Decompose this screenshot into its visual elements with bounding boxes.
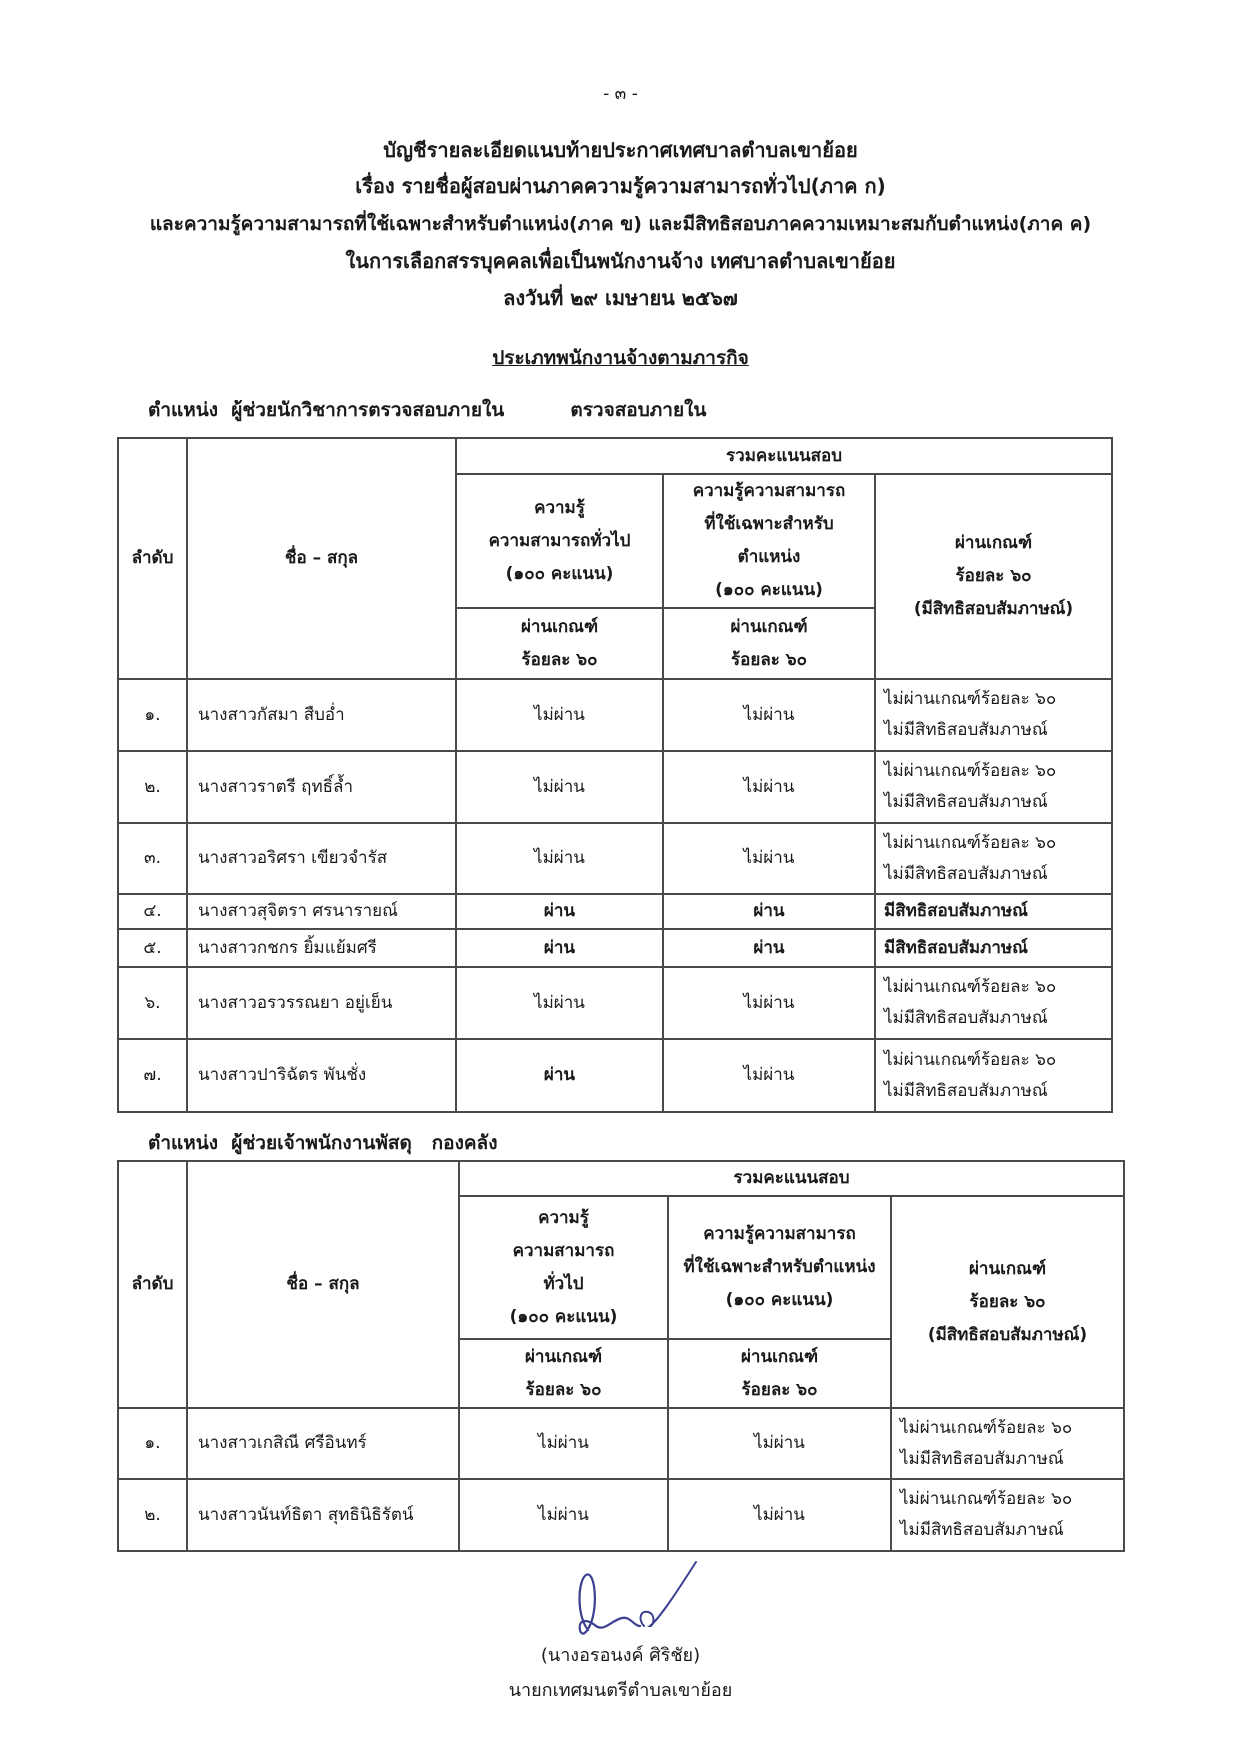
row-specific-result: ผ่าน [663, 894, 875, 929]
header-order: ลำดับ [118, 1161, 187, 1408]
header-score-group: รวมคะแนนสอบ [456, 438, 1112, 474]
header-text: (๑๐๐ คะแนน) [725, 1290, 834, 1310]
row-interview-eligibility [875, 679, 1112, 751]
row-specific-result: ไม่ผ่าน [663, 1039, 875, 1112]
header-text: ผ่านเกณฑ์ [968, 1258, 1047, 1279]
document-date-line: ลงวันที่ ๒๙ เมษายน ๒๕๖๗ [503, 286, 738, 310]
header-text: ความรู้ความสามารถ [703, 1224, 856, 1244]
document-title-line-4: ในการเลือกสรรบุคคลเพื่อเป็นพนักงานจ้าง เทศบาลตำบลเขาย้อย [345, 249, 896, 273]
row-interview-eligibility [875, 1039, 1112, 1112]
page-number: - ๓ - [603, 84, 638, 104]
eligibility-text: ไม่ผ่านเกณฑ์ร้อยละ ๖๐ [900, 1489, 1073, 1509]
table-row [118, 751, 1112, 823]
eligibility-text: ไม่ผ่านเกณฑ์ร้อยละ ๖๐ [884, 832, 1057, 853]
results-table-internal-audit [117, 437, 1113, 1113]
eligibility-text: ไม่ผ่านเกณฑ์ร้อยละ ๖๐ [884, 761, 1057, 781]
eligibility-text: ไม่มีสิทธิสอบสัมภาษณ์ [884, 720, 1048, 740]
row-order: ๔. [118, 894, 187, 929]
header-text: (๑๐๐ คะแนน) [715, 580, 823, 600]
position-heading-supplies: ตำแหน่ง ผู้ช่วยเจ้าพนักงานพัสดุ กองคลัง [148, 1132, 498, 1154]
row-interview-eligibility [875, 894, 1112, 929]
row-name: นางสาวปาริฉัตร พันชั่ง [187, 1039, 456, 1112]
header-text: ร้อยละ ๖๐ [521, 649, 598, 670]
row-order: ๑. [118, 679, 187, 751]
header-text: (๑๐๐ คะแนน) [509, 1306, 618, 1327]
table-row [118, 929, 1112, 967]
row-general-result: ไม่ผ่าน [456, 823, 663, 894]
row-interview-eligibility [875, 967, 1112, 1039]
results-table-supplies [117, 1160, 1125, 1552]
eligibility-text: มีสิทธิสอบสัมภาษณ์ [884, 937, 1028, 958]
row-specific-result: ไม่ผ่าน [663, 751, 875, 823]
table-row [118, 679, 1112, 751]
table-row [118, 823, 1112, 894]
header-text: ที่ใช้เฉพาะสำหรับ [704, 514, 834, 534]
row-name: นางสาวกชกร ยิ้มแย้มศรี [187, 929, 456, 967]
table-row [118, 1039, 1112, 1112]
header-specific-knowledge [663, 474, 875, 608]
eligibility-text: ไม่มีสิทธิสอบสัมภาษณ์ [884, 1080, 1048, 1101]
eligibility-text: ไม่ผ่านเกณฑ์ร้อยละ ๖๐ [884, 977, 1057, 997]
row-interview-eligibility [891, 1479, 1124, 1551]
header-specific-criteria [663, 608, 875, 679]
eligibility-text: ไม่มีสิทธิสอบสัมภาษณ์ [884, 1008, 1048, 1028]
header-text: ร้อยละ ๖๐ [731, 649, 807, 670]
row-specific-result: ไม่ผ่าน [668, 1408, 891, 1479]
table-body [118, 679, 1112, 1112]
table-row [118, 894, 1112, 929]
header-general-knowledge [456, 474, 663, 608]
employee-category-heading: ประเภทพนักงานจ้างตามภารกิจ [492, 347, 749, 369]
signatory-title: นายกเทศมนตรีตำบลเขาย้อย [508, 1680, 733, 1701]
row-order: ๕. [118, 929, 187, 967]
table-row [118, 1479, 1124, 1551]
table-row [118, 1408, 1124, 1479]
table-row [118, 967, 1112, 1039]
header-result [875, 474, 1112, 679]
document-title-line-1: บัญชีรายละเอียดแนบท้ายประกาศเทศบาลตำบลเขาย้อย [383, 138, 858, 162]
header-text: ความสามารถ [512, 1240, 615, 1261]
header-text: ทั่วไป [543, 1273, 584, 1294]
signature-mark [568, 1560, 708, 1645]
row-general-result: ไม่ผ่าน [459, 1479, 668, 1551]
header-general-criteria [456, 608, 663, 679]
row-interview-eligibility [875, 751, 1112, 823]
row-general-result: ผ่าน [456, 929, 663, 967]
header-text: ร้อยละ ๖๐ [741, 1379, 818, 1400]
header-score-group: รวมคะแนนสอบ [459, 1161, 1124, 1196]
header-text: ตำแหน่ง [737, 547, 801, 567]
eligibility-text: ไม่ผ่านเกณฑ์ร้อยละ ๖๐ [884, 1049, 1057, 1070]
header-text: ร้อยละ ๖๐ [969, 1291, 1046, 1312]
row-name: นางสาวอริศรา เขียวจำรัส [187, 823, 456, 894]
header-text: (๑๐๐ คะแนน) [505, 563, 614, 584]
header-order: ลำดับ [118, 438, 187, 679]
eligibility-text: ไม่มีสิทธิสอบสัมภาษณ์ [900, 1448, 1064, 1469]
row-general-result: ไม่ผ่าน [459, 1408, 668, 1479]
header-text: ความรู้ความสามารถ [692, 481, 846, 501]
row-general-result: ไม่ผ่าน [456, 679, 663, 751]
row-order: ๒. [118, 751, 187, 823]
row-order: ๒. [118, 1479, 187, 1551]
eligibility-text: ไม่ผ่านเกณฑ์ร้อยละ ๖๐ [884, 689, 1057, 709]
header-result [891, 1196, 1124, 1408]
signatory-name: (นางอรอนงค์ ศิริชัย) [540, 1645, 701, 1666]
header-text: ผ่านเกณฑ์ [740, 1346, 819, 1367]
header-text: ผ่านเกณฑ์ [520, 616, 599, 637]
header-text: ผ่านเกณฑ์ [730, 616, 808, 637]
row-specific-result: ไม่ผ่าน [663, 823, 875, 894]
header-general-criteria [459, 1339, 668, 1408]
row-general-result: ผ่าน [456, 1039, 663, 1112]
position-heading-internal-audit: ตำแหน่ง ผู้ช่วยนักวิชาการตรวจสอบภายใน ตรวจสอบภายใน [148, 399, 707, 421]
row-name: นางสาวราตรี ฤทธิ์ล้ำ [187, 751, 456, 823]
row-order: ๖. [118, 967, 187, 1039]
table-body [118, 1408, 1124, 1551]
row-name: นางสาวสุจิตรา ศรนารายณ์ [187, 894, 456, 929]
row-general-result: ผ่าน [456, 894, 663, 929]
row-general-result: ไม่ผ่าน [456, 751, 663, 823]
header-name: ชื่อ – สกุล [187, 1161, 459, 1408]
header-text: (มีสิทธิสอบสัมภาษณ์) [913, 599, 1074, 619]
document-title-line-3: และความรู้ความสามารถที่ใช้เฉพาะสำหรับตำแหน่ง(ภาค ข) และมีสิทธิสอบภาคความเหมาะสมกับตำแหน่ง(ภาค ค) [149, 213, 1092, 235]
header-text: ผ่านเกณฑ์ [954, 533, 1033, 553]
header-specific-criteria [668, 1339, 891, 1408]
eligibility-text: ไม่มีสิทธิสอบสัมภาษณ์ [884, 792, 1048, 812]
header-text: ร้อยละ ๖๐ [955, 566, 1032, 586]
header-text: ผ่านเกณฑ์ [524, 1346, 603, 1367]
header-text: ที่ใช้เฉพาะสำหรับตำแหน่ง [683, 1257, 876, 1277]
header-specific-knowledge [668, 1196, 891, 1339]
signature-stroke [641, 1562, 696, 1626]
row-general-result: ไม่ผ่าน [456, 967, 663, 1039]
row-name: นางสาวกัสมา สืบอ่ำ [187, 679, 456, 751]
eligibility-text: ไม่มีสิทธิสอบสัมภาษณ์ [900, 1520, 1064, 1540]
row-name: นางสาวเกสิณี ศรีอินทร์ [187, 1408, 459, 1479]
header-text: ความรู้ [538, 1207, 589, 1228]
header-name: ชื่อ – สกุล [187, 438, 456, 679]
eligibility-text: ไม่มีสิทธิสอบสัมภาษณ์ [884, 863, 1048, 884]
eligibility-text: ไม่ผ่านเกณฑ์ร้อยละ ๖๐ [900, 1417, 1073, 1438]
eligibility-text: มีสิทธิสอบสัมภาษณ์ [884, 901, 1028, 921]
row-specific-result: ผ่าน [663, 929, 875, 967]
header-text: ร้อยละ ๖๐ [525, 1379, 602, 1400]
header-general-knowledge [459, 1196, 668, 1339]
row-order: ๗. [118, 1039, 187, 1112]
row-order: ๓. [118, 823, 187, 894]
row-specific-result: ไม่ผ่าน [668, 1479, 891, 1551]
header-text: ความสามารถทั่วไป [488, 530, 631, 551]
row-specific-result: ไม่ผ่าน [663, 967, 875, 1039]
row-interview-eligibility [891, 1408, 1124, 1479]
row-specific-result: ไม่ผ่าน [663, 679, 875, 751]
signature-stroke [580, 1574, 641, 1633]
header-text: ความรู้ [534, 497, 585, 518]
row-interview-eligibility [875, 823, 1112, 894]
row-order: ๑. [118, 1408, 187, 1479]
row-name: นางสาวนันท์ธิตา สุทธินิธิรัตน์ [187, 1479, 459, 1551]
row-interview-eligibility [875, 929, 1112, 967]
row-name: นางสาวอรวรรณยา อยู่เย็น [187, 967, 456, 1039]
header-text: (มีสิทธิสอบสัมภาษณ์) [927, 1324, 1088, 1345]
document-title-line-2: เรื่อง รายชื่อผู้สอบผ่านภาคความรู้ความสามารถทั่วไป(ภาค ก) [355, 174, 886, 198]
